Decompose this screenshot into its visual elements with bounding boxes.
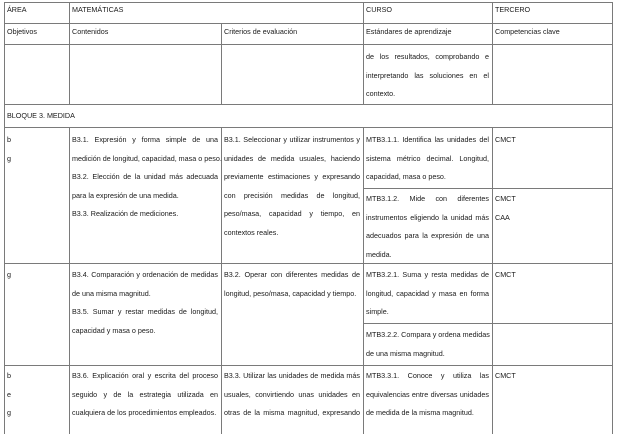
text-line: MTB3.2.2. Compara y ordena medidas bbox=[366, 330, 490, 339]
text-line: contexto. bbox=[366, 89, 396, 99]
column-header-objetivos: Objetivos bbox=[7, 27, 37, 36]
grid-line bbox=[363, 2, 364, 104]
row-2-estandar-1 bbox=[366, 266, 489, 322]
text-line: instrumentos eligiendo la unidad más bbox=[366, 212, 489, 222]
text-line: MTB3.1.2. Mide con diferentes bbox=[366, 194, 489, 203]
grid-line bbox=[363, 188, 612, 189]
text-line: B3.2. Operar con diferentes medidas de bbox=[224, 270, 360, 279]
text-line: contextos reales. bbox=[224, 227, 279, 237]
text-line: de una misma magnitud. bbox=[72, 288, 151, 298]
row-3-estandar-1 bbox=[366, 367, 489, 423]
grid-line bbox=[4, 127, 612, 128]
row-1-estandar-1 bbox=[366, 131, 489, 187]
objective-letter: e bbox=[7, 389, 11, 399]
row-1-criterios bbox=[224, 131, 360, 243]
block-title: BLOQUE 3. MEDIDA bbox=[7, 111, 75, 120]
row-1-objetivos bbox=[7, 131, 11, 168]
grid-line bbox=[4, 104, 612, 105]
grid-line bbox=[4, 2, 5, 434]
text-line: B3.4. Comparación y ordenación de medidas bbox=[72, 270, 218, 279]
text-line: otras de la misma magnitud, expresando bbox=[224, 408, 360, 418]
text-line: capacidad, masa o peso. bbox=[366, 172, 446, 182]
row-2-criterios bbox=[224, 266, 360, 303]
grid-line bbox=[363, 323, 612, 324]
competency-code: CMCT bbox=[495, 270, 516, 279]
text-line: seguido y de la estrategia utilizada en bbox=[72, 389, 218, 399]
column-header-estandares: Estándares de aprendizaje bbox=[366, 27, 452, 36]
row-1-competencias-2 bbox=[495, 190, 516, 227]
grid-line bbox=[221, 127, 222, 434]
continuation-text bbox=[366, 48, 489, 104]
grid-line bbox=[69, 127, 70, 434]
competency-code: CMCT bbox=[495, 135, 516, 144]
row-3-competencias-1 bbox=[495, 367, 516, 386]
column-header-competencias: Competencias clave bbox=[495, 27, 560, 36]
course-value: TERCERO bbox=[495, 5, 531, 14]
text-line: interpretando las soluciones en el bbox=[366, 70, 489, 80]
text-line: con precisión medidas de longitud, bbox=[224, 190, 360, 200]
row-2-estandar-2 bbox=[366, 326, 489, 363]
column-header-criterios: Criterios de evaluación bbox=[224, 27, 298, 36]
row-1-contenidos bbox=[72, 131, 222, 224]
text-line: equivalencias entre diversas unidades bbox=[366, 389, 489, 399]
objective-letter: b bbox=[7, 371, 11, 380]
grid-line bbox=[492, 2, 493, 104]
text-line: capacidad y masa o peso. bbox=[72, 325, 156, 335]
row-2-objetivos bbox=[7, 266, 11, 285]
row-3-objetivos bbox=[7, 367, 11, 423]
text-line: previamente estimaciones y expresando bbox=[224, 172, 360, 182]
text-line: medida. bbox=[366, 249, 392, 259]
text-line: MTB3.2.1. Suma y resta medidas de bbox=[366, 270, 489, 279]
text-line: B3.3. Utilizar las unidades de medida más bbox=[224, 371, 360, 380]
text-line: simple. bbox=[366, 307, 389, 317]
grid-line bbox=[612, 2, 613, 434]
text-line: B3.6. Explicación oral y escrita del proceso bbox=[72, 371, 218, 380]
text-line: longitud, peso/masa, capacidad y tiempo. bbox=[224, 288, 357, 298]
text-line: B3.2. Elección de la unidad más adecuada bbox=[72, 172, 218, 182]
row-1-competencias-1 bbox=[495, 131, 516, 150]
text-line: sistema métrico decimal. Longitud, bbox=[366, 153, 489, 163]
text-line: medición de longitud, capacidad, masa o peso. bbox=[72, 153, 222, 163]
area-label: ÁREA bbox=[7, 5, 27, 14]
text-line: de los resultados, comprobando e bbox=[366, 52, 489, 61]
grid-line bbox=[4, 365, 612, 366]
text-line: de medida de la misma magnitud. bbox=[366, 408, 474, 418]
grid-line bbox=[4, 23, 612, 24]
objective-letter: g bbox=[7, 153, 11, 163]
text-line: B3.1. Expresión y forma simple de una bbox=[72, 135, 218, 144]
text-line: longitud, capacidad y masa en forma bbox=[366, 288, 489, 298]
objective-letter: g bbox=[7, 270, 11, 279]
text-line: MTB3.1.1. Identifica las unidades del bbox=[366, 135, 489, 144]
text-line: B3.5. Sumar y restar medidas de longitud, bbox=[72, 307, 218, 317]
subject-name: MATEMÁTICAS bbox=[72, 5, 124, 14]
competency-code: CMCT bbox=[495, 371, 516, 380]
text-line: unidades de medida usuales, haciendo bbox=[224, 153, 360, 163]
text-line: para la expresión de una medida. bbox=[72, 190, 179, 200]
objective-letter: b bbox=[7, 135, 11, 144]
text-line: peso/masa, capacidad y tiempo, en bbox=[224, 209, 360, 219]
row-3-contenidos bbox=[72, 367, 218, 423]
text-line: adecuados para la expresión de una bbox=[366, 231, 489, 241]
column-header-contenidos: Contenidos bbox=[72, 27, 109, 36]
grid-line bbox=[363, 127, 364, 434]
text-line: B3.3. Realización de mediciones. bbox=[72, 209, 179, 219]
grid-line bbox=[221, 23, 222, 104]
text-line: B3.1. Seleccionar y utilizar instrumentos y bbox=[224, 135, 360, 144]
text-line: cualquiera de los procedimientos empleados. bbox=[72, 408, 217, 418]
grid-line bbox=[4, 44, 612, 45]
objective-letter: g bbox=[7, 408, 11, 418]
competency-code: CMCT bbox=[495, 194, 516, 203]
text-line: de una misma magnitud. bbox=[366, 348, 445, 358]
text-line: usuales, convirtiendo unas unidades en bbox=[224, 389, 360, 399]
grid-line bbox=[4, 263, 612, 264]
course-label: CURSO bbox=[366, 5, 392, 14]
grid-line bbox=[4, 2, 612, 3]
row-2-contenidos bbox=[72, 266, 218, 340]
text-line: MTB3.3.1. Conoce y utiliza las bbox=[366, 371, 489, 380]
row-2-competencias-1 bbox=[495, 266, 516, 285]
grid-line bbox=[492, 127, 493, 434]
grid-line bbox=[69, 2, 70, 104]
row-1-estandar-2 bbox=[366, 190, 489, 264]
row-3-criterios bbox=[224, 367, 360, 423]
competency-code: CAA bbox=[495, 212, 510, 222]
